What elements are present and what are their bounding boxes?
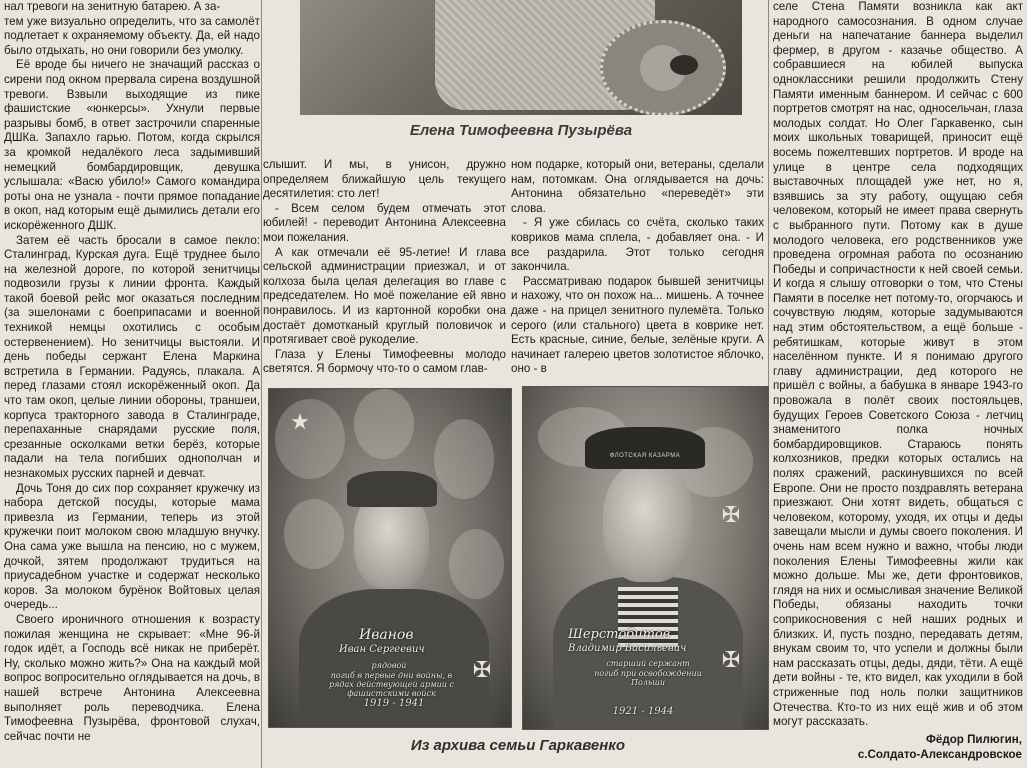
portrait-years: 1919 - 1941	[363, 698, 425, 709]
paragraph: нал тревоги на зенитную батарею. А за-	[4, 0, 221, 13]
paragraph: Дочь Тоня до сих пор сохраняет кружечку из набора детской посуды, которые мама привезла из Германии, теперь из этой кружечки поит молоком свою младшую внучку. Она сама уже вышла на пенсию, но с мужем, дочкой, зятем продолжают трудиться на приусадебном участке и содержат несколько коров. За молоком бурёнок Войтовых целая очередь...	[4, 481, 260, 612]
order-icon: ✠	[721, 647, 741, 672]
sailor-cap	[585, 427, 705, 469]
portrait-surname: Шерстобитов	[568, 627, 671, 642]
paragraph: Своего ироничного отношения к возрасту пожилая женщина не скрывает: «Мне 96-й годок идёт, а Господь всё никак не приберёт. Ну, сколько можно жить?» Она на каждый мой вопрос вопросительно оглядывается на дочь, в нашей встрече Антонина Алексеевна выполняет роль переводчика. Елена Тимофеевна Пузырёва, фронтовой слухач, сейчас почти не	[4, 612, 260, 743]
portrait-surname: Иванов	[359, 627, 414, 643]
paragraph: А как отмечали её 95-летие! И глава сельской администрации приезжал, и от колхоза была целая делегация во главе с председателем. Но моё пожелание ей явно понравилось. И из картонной коробки она достаёт домотканый круглый половичок и протягивает своё рукоделие.	[263, 245, 506, 347]
lace-image	[600, 20, 726, 115]
cap-band-text: ФЛОТСКАЯ КАЗАРМА	[609, 453, 681, 459]
sailor-face	[603, 462, 693, 582]
paragraph: слышит. И мы, в унисон, дружно определяем ближайшую цель текущего десятилетия: сто лет!	[263, 158, 506, 201]
portrait-fullname: Иван Сергеевич	[339, 644, 425, 655]
portrait-years: 1921 - 1944	[612, 706, 674, 717]
portrait-note: погиб при освобождении Польши	[594, 669, 702, 687]
paragraph: Её вроде бы ничего не значащий рассказ о сирени под окном прервала сирена воздушной тревоги. Взвыли выходящие из пике фашистские «юнкерсы». Ухнули первые разрывы бомб, в ответ застрочили спаренные ДШКа. Запахло гарью. Потом, когда скрылся за кромкой недалёкого леса задымивший немецкий бомбардировщик, девушка услышала: «Васю убило!» Самого командира роты она не узнала - почти прямое попадание в окоп, над которым ещё дымились детали его искорёженного ДШК.	[4, 58, 260, 232]
paragraph: - Я уже сбилась со счёта, сколько таких ковриков мама сплела, - добавляет она. - И все раздарила. Этот только сегодня закончила.	[511, 216, 764, 274]
photo-rug	[300, 0, 742, 115]
author-signature	[800, 732, 1022, 762]
paragraph: Рассматриваю подарок бывшей зенитчицы и нахожу, что он похож на... мишень. А точнее даже - на прицел зенитного пулемёта. Только серого (или стального) цвета в коврике нет. Есть красные, синие, белые, зелёные круги. А начинает галерею цветов золотистое яблочко, оно - в	[511, 274, 764, 376]
order-icon: ✠	[472, 657, 492, 682]
portrait-rank: старший сержант	[606, 659, 690, 668]
background-figure	[354, 389, 414, 459]
article-column-2	[263, 158, 506, 380]
paragraph: тем уже визуально определить, что за самолёт подлетает к охраняемому объекту. Да, ей надо было отдыхать, но они говорили без умолку.	[4, 14, 260, 57]
paragraph: ном подарке, который они, ветераны, сделали нам, потомкам. Она оглядывается на дочь: Антонина обязательно «переведёт» эти слова.	[511, 158, 764, 215]
star-medal-icon: ★	[290, 409, 310, 434]
author-place: с.Солдато-Александровское	[857, 748, 1022, 761]
paragraph: - Всем селом будем отмечать этот юбилей! - переводит Антонина Алексеевна мои пожелания.	[263, 201, 506, 244]
portrait-fullname: Владимир Васильевич	[568, 643, 687, 654]
portrait-note: погиб в первые дни войны, в рядах действующей армии с фашистскими войск	[329, 671, 454, 698]
background-figure	[449, 529, 504, 599]
background-figure	[434, 419, 494, 499]
photo-caption: Из архива семьи Гаркавенко	[410, 737, 626, 754]
soldier-cap	[347, 471, 437, 507]
portrait-sherstobitov	[522, 386, 769, 730]
paragraph: селе Стена Памяти возникла как акт народного самосознания. В одном случае деньги на напечатание баннера выделил фермер, в другом - казачье общество. А собравшиеся на юбилей выпуска однокласcники решили продолжить Стену Памяти именным баннером. И сейчас с 600 портретов смотрят на нас, односельчан, глаза молодых солдат. Но Олег Гаркавенко, сын моих школьных товарищей, приносит ещё восемь пожелтевших портретов. И вроде на улице в центре села подходящих выставочных площадей уже нет, но я, взявшись за эту работу, ощущаю себя человеком, который не имеет права свернуть с выбранного пути. Потому как в душе молодого человека, его родственников уже проведена огромная работа по осознанию Победы и сопричастности к ней своей семьи. И когда я слышу отговорки о том, что Стены Памяти в поселке нет потому-то, огорчаюсь и сочувствую людям, которые задумываются над этим обстоятельством, а ещё больше - ребятишкам, которые живут в этом населённом пункте. И я понимаю другого главу администрации, дед которого не пришёл с войны, а бабушка в январе 1943-го провожала в полёт своих постояльцев, будущих Героев Советского Союза - летчиц знаменитого полка ночных бомбардировщиков. Стараюсь понять колхозников, предки которых остались на полях сражений, раскинувшихся по всей Европе. Они не просто поздравлять ветерана приезжают. Они хотят видеть, общаться с человеком, которому, уходя, их отцы и деды завещали мысли и думы своего поколения. И очень нам всем нужно и важно, чтобы люди поколения Елены Тимофеевны жили как можно дольше. Мы же, дети фронтовиков, глядя на них и осмысливая значение Великой Победы, обязаны находить точки соприкосновения с ней наших родных и близких. И, пусть поздно, передавать детям, внукам своим то, что успели и должны были нам рассказать отцы, деды, дяди, тёти. А ещё дети войны - те, кто видел, как уходили в бой стриженные под ноль полки защитников Отечества. Кто-то из них ещё жив и об этом могут рассказать.	[773, 0, 1023, 728]
portrait-rank: рядовой	[371, 661, 407, 670]
paragraph: Затем её часть бросали в самое пекло: Сталинград, Курская дуга. Ещё труднее было на железной дороге, по которой зенитчицы подвозили грузы к линии фронта. Каждый такой боевой рейс мог оказаться последним (за эшелонами с боеприпасами и военной техникой немцы охотились с особым остервенением). Но зенитчицы выстояли. И день победы сержант Елена Маркина встретила в Германии. Радуясь, плакала. А перед глазами стоял искорёженный окоп. Да что там окоп, целые линии обороны, траншеи, корпуса тракторного завода в Сталинграде, перепаханные снарядами русские поля, срезанные осколками ветки берёз, которые падали на тела погибших однополчан и незнакомых русских парней и девчат.	[4, 233, 260, 480]
article-column-3	[511, 158, 764, 380]
order-icon: ✠	[721, 502, 741, 527]
photo-caption: Елена Тимофеевна Пузырёва	[409, 122, 633, 139]
paragraph: Глаза у Елены Тимофеевны молодо светятся. Я бормочу что-то о самом глав-	[263, 347, 506, 376]
object-image	[670, 55, 698, 75]
background-figure	[284, 499, 344, 569]
portrait-ivanov	[268, 388, 512, 728]
article-column-4	[773, 0, 1023, 728]
article-column-1	[4, 0, 260, 768]
author-name: Фёдор Пилюгин,	[926, 733, 1022, 746]
column-divider	[261, 0, 262, 768]
